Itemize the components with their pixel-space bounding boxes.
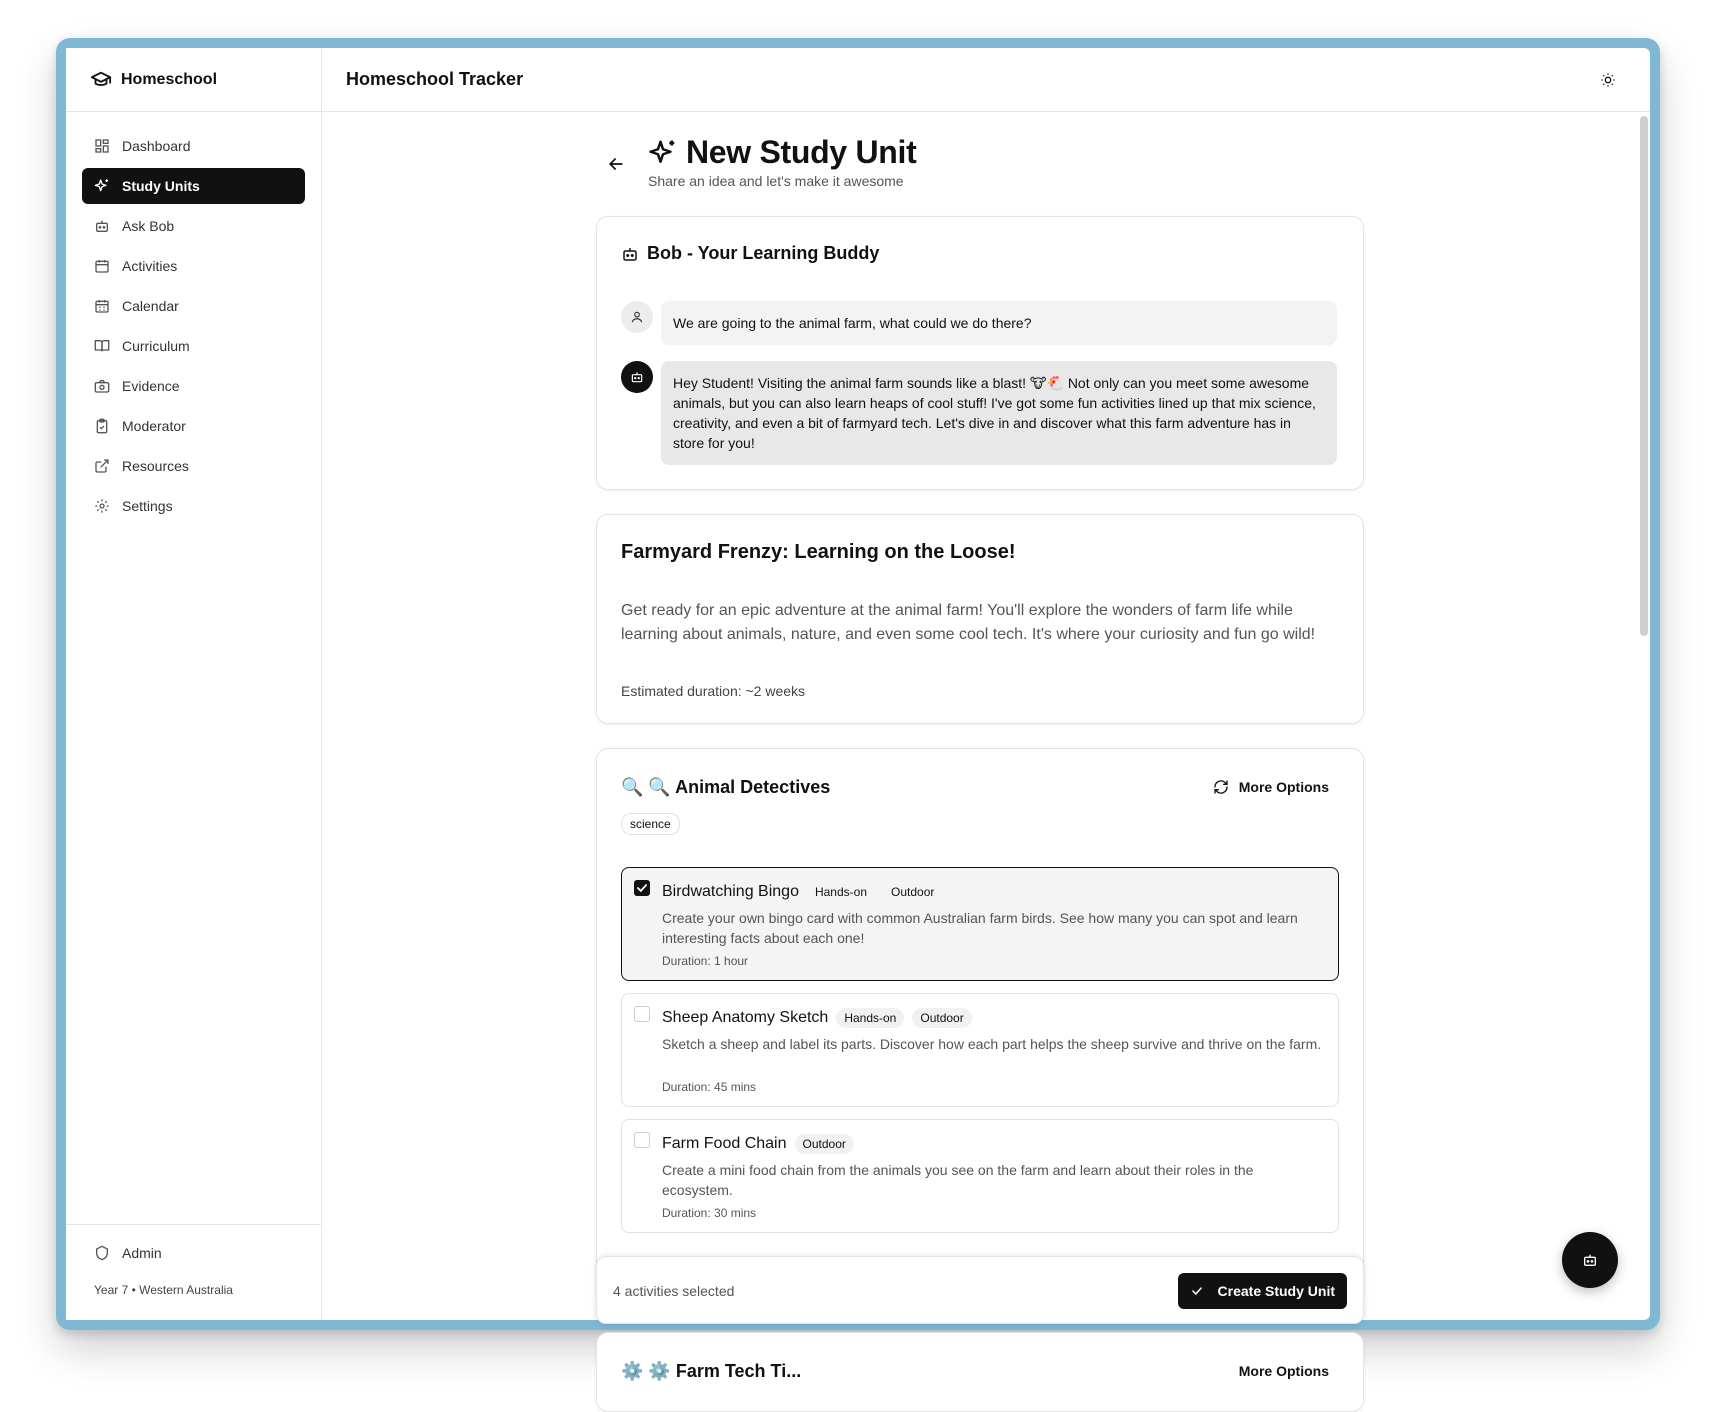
activity-duration: Duration: 30 mins: [662, 1206, 757, 1220]
clipboard-icon: [94, 418, 110, 434]
sidebar-item-study-units[interactable]: [82, 168, 305, 204]
activity-duration: Duration: 45 mins: [662, 1080, 757, 1094]
sidebar-nav: [66, 112, 321, 544]
user-meta: Year 7 • Western Australia: [94, 1283, 233, 1297]
activity-card[interactable]: [621, 993, 1339, 1107]
activity-description: Create a mini food chain from the animals you see on the farm and learn about their roles in the ecosystem.: [662, 1162, 1254, 1198]
sidebar: [66, 48, 322, 1320]
ask-bob-fab[interactable]: [1562, 1232, 1618, 1288]
activity-card[interactable]: [621, 867, 1339, 981]
sidebar-item-label: Curriculum: [122, 338, 190, 354]
activity-checkbox[interactable]: [634, 880, 650, 896]
selected-count: 4 activities selected: [613, 1283, 735, 1299]
scrollbar[interactable]: [1640, 116, 1648, 636]
sidebar-item-activities[interactable]: [82, 248, 305, 284]
page-title-text: New Study Unit: [686, 134, 917, 170]
bot-icon: [94, 218, 110, 234]
sidebar-item-label: Evidence: [122, 378, 180, 394]
activity-tag: Hands-on: [836, 1008, 904, 1028]
sidebar-item-label: Resources: [122, 458, 189, 474]
calendar-icon: [94, 258, 110, 274]
activity-name: Birdwatching Bingo: [662, 883, 799, 900]
shield-icon: [94, 1245, 110, 1261]
theme-card: [596, 1332, 1364, 1412]
unit-duration: Estimated duration: ~2 weeks: [621, 683, 806, 699]
sun-icon[interactable]: [1600, 72, 1616, 88]
sidebar-item-curriculum[interactable]: [82, 328, 305, 364]
sidebar-item-dashboard[interactable]: [82, 128, 305, 164]
bot-icon: [630, 370, 644, 384]
sidebar-item-label: Ask Bob: [122, 218, 175, 234]
brand[interactable]: [66, 48, 321, 112]
create-study-unit-label: Create Study Unit: [1217, 1283, 1335, 1299]
sidebar-item-resources[interactable]: [82, 448, 305, 484]
chat-card: [596, 216, 1364, 490]
unit-description: Get ready for an epic adventure at the animal farm! You'll explore the wonders of farm life while learning about animals, nature, and even some cool tech. It's where your curiosity and fun go wild!: [621, 602, 1316, 643]
sidebar-item-label: Study Units: [122, 178, 200, 194]
activity-card[interactable]: [621, 1119, 1339, 1233]
activity-description: Sketch a sheep and label its parts. Discover how each part helps the sheep survive and thrive on the farm.: [662, 1036, 1322, 1052]
bot-icon: [621, 245, 639, 263]
sparkles-icon: [94, 178, 110, 194]
activity-description: Create your own bingo card with common Australian farm birds. See how many you can spot and learn interesting facts about each one!: [662, 910, 1298, 946]
sidebar-item-label: Calendar: [122, 298, 179, 314]
sidebar-footer: [66, 1224, 322, 1320]
top-bar: [322, 48, 1650, 112]
arrow-left-icon[interactable]: [606, 154, 626, 174]
brand-name: Homeschool: [121, 70, 218, 88]
unit-summary-card: [596, 514, 1364, 724]
activity-tag: Outdoor: [795, 1134, 854, 1154]
dashboard-icon: [94, 138, 110, 154]
activity-checkbox[interactable]: [634, 1132, 650, 1148]
page-subtitle: Share an idea and let's make it awesome: [648, 173, 904, 189]
activity-name: Sheep Anatomy Sketch: [662, 1009, 829, 1026]
refresh-icon: [1213, 779, 1229, 795]
activity-header: [662, 1008, 972, 1028]
calendar-grid-icon: [94, 298, 110, 314]
sidebar-item-label: Settings: [122, 498, 173, 514]
sidebar-item-ask-bob[interactable]: [82, 208, 305, 244]
bot-icon: [1582, 1252, 1598, 1268]
bot-avatar: [621, 361, 653, 393]
subject-tag: science: [621, 813, 680, 835]
theme-card: [596, 748, 1364, 1308]
main-content: [322, 112, 1650, 1381]
sidebar-item-moderator[interactable]: [82, 408, 305, 444]
check-icon: [1190, 1284, 1204, 1298]
admin-link[interactable]: [94, 1245, 294, 1261]
activity-tag: Outdoor: [912, 1008, 971, 1028]
sidebar-item-label: Dashboard: [122, 138, 191, 154]
activity-name: Farm Food Chain: [662, 1135, 787, 1152]
admin-label: Admin: [122, 1245, 162, 1261]
sidebar-item-calendar[interactable]: [82, 288, 305, 324]
create-study-unit-button[interactable]: [1178, 1273, 1347, 1309]
theme-title: 🔍 🔍 Animal Detectives: [621, 777, 831, 797]
gear-icon: [94, 498, 110, 514]
page-title: [648, 134, 916, 171]
external-link-icon: [94, 458, 110, 474]
chat-title-text: Bob - Your Learning Buddy: [647, 243, 880, 263]
window-frame: [56, 38, 1660, 1381]
more-options-button[interactable]: [1213, 779, 1329, 795]
sidebar-item-settings[interactable]: [82, 488, 305, 524]
sidebar-item-label: Activities: [122, 258, 178, 274]
activity-header: [662, 1134, 854, 1154]
user-message-bubble: We are going to the animal farm, what could we do there?: [661, 301, 1337, 345]
activity-duration: Duration: 1 hour: [662, 954, 749, 968]
selection-action-bar: [596, 1256, 1364, 1324]
sparkles-icon: [648, 138, 678, 168]
sidebar-item-label: Moderator: [122, 418, 186, 434]
app-window: [66, 48, 1650, 1381]
camera-icon: [94, 378, 110, 394]
check-icon: [635, 881, 649, 895]
more-options-button[interactable]: More Options: [1238, 1363, 1329, 1379]
page-header: [648, 134, 916, 189]
user-avatar: [621, 301, 653, 333]
app-title: Homeschool Tracker: [346, 69, 524, 89]
graduation-cap-icon: [90, 69, 112, 91]
activity-checkbox[interactable]: [634, 1006, 650, 1022]
bot-message-bubble: Hey Student! Visiting the animal farm sounds like a blast! 🐮🐔 Not only can you meet some awesome animals, but you can also learn heaps of cool stuff! I've got some fun activities lined up that mix science, creativity, and even a bit of farmyard tech. Let's dive in and discover what this farm adventure has in store for you!: [661, 361, 1337, 465]
activity-tag: Hands-on: [807, 882, 875, 902]
activity-tag: Outdoor: [883, 882, 942, 902]
more-options-label: More Options: [1238, 779, 1329, 795]
theme-title: ⚙️ ⚙️ Farm Tech Ti...: [621, 1361, 802, 1381]
activity-header: [662, 882, 942, 902]
book-icon: [94, 338, 110, 354]
user-icon: [630, 310, 644, 324]
unit-title: Farmyard Frenzy: Learning on the Loose!: [621, 541, 1016, 563]
chat-title: [621, 243, 879, 264]
bot-message: [621, 361, 1337, 465]
user-message: [621, 301, 1337, 345]
sidebar-item-evidence[interactable]: [82, 368, 305, 404]
